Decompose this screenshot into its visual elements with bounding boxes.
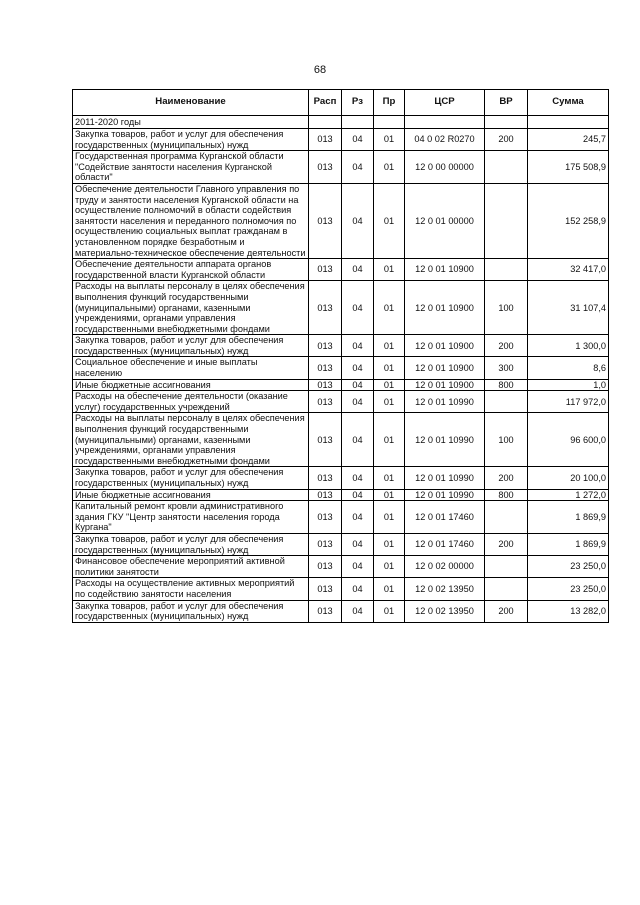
row-rasp-cell: 013 <box>309 501 342 534</box>
row-rasp-cell: 013 <box>309 467 342 489</box>
row-pr-cell: 01 <box>374 335 405 357</box>
row-sum-cell: 8,6 <box>528 357 609 379</box>
table-row <box>73 259 609 281</box>
row-sum-cell: 32 417,0 <box>528 259 609 281</box>
row-vr-cell: 200 <box>485 600 528 622</box>
row-rasp-cell: 013 <box>309 281 342 335</box>
row-csr-cell: 12 0 02 13950 <box>405 578 485 600</box>
table-row <box>73 151 609 184</box>
header-csr: ЦСР <box>405 90 485 116</box>
row-rasp-cell: 013 <box>309 335 342 357</box>
page-number: 68 <box>313 64 327 76</box>
row-pr-cell: 01 <box>374 600 405 622</box>
section-row <box>73 116 609 129</box>
row-name-cell: Расходы на обеспечение деятельности (оказание услуг) государственных учреждений <box>73 391 309 413</box>
row-vr-cell <box>485 556 528 578</box>
row-rz-cell: 04 <box>342 533 374 555</box>
row-rasp-cell: 013 <box>309 151 342 184</box>
row-rasp-cell: 013 <box>309 357 342 379</box>
row-csr-cell: 12 0 01 10900 <box>405 281 485 335</box>
row-name-cell: Капитальный ремонт кровли административного здания ГКУ "Центр занятости населения города Кургана" <box>73 501 309 534</box>
row-rasp-cell: 013 <box>309 489 342 501</box>
section-empty-cell <box>485 116 528 129</box>
row-rz-cell: 04 <box>342 379 374 391</box>
table-row <box>73 413 609 467</box>
header-rz: Рз <box>342 90 374 116</box>
row-name-cell: Закупка товаров, работ и услуг для обеспечения государственных (муниципальных) нужд <box>73 335 309 357</box>
row-sum-cell: 1 869,9 <box>528 501 609 534</box>
row-pr-cell: 01 <box>374 413 405 467</box>
row-vr-cell: 100 <box>485 413 528 467</box>
row-pr-cell: 01 <box>374 281 405 335</box>
table-row <box>73 391 609 413</box>
table-row <box>73 489 609 501</box>
header-vr: ВР <box>485 90 528 116</box>
row-name-cell: Обеспечение деятельности Главного управления по труду и занятости населения Курганской области на осуществление полномочий в области содействия занятости населения и переданного полномочия по осуществлению социальных выплат гражданам в установленном порядке безработным и материально-техническое обеспечение деятельности <box>73 183 309 258</box>
row-sum-cell: 23 250,0 <box>528 578 609 600</box>
row-name-cell: Государственная программа Курганской области "Содействие занятости населения Курганской области" <box>73 151 309 184</box>
row-rz-cell: 04 <box>342 489 374 501</box>
header-name: Наименование <box>73 90 309 116</box>
row-rz-cell: 04 <box>342 600 374 622</box>
row-pr-cell: 01 <box>374 183 405 258</box>
row-csr-cell: 12 0 00 00000 <box>405 151 485 184</box>
row-name-cell: Финансовое обеспечение мероприятий активной политики занятости <box>73 556 309 578</box>
section-empty-cell <box>405 116 485 129</box>
row-csr-cell: 12 0 01 00000 <box>405 183 485 258</box>
row-pr-cell: 01 <box>374 556 405 578</box>
row-name-cell: Иные бюджетные ассигнования <box>73 489 309 501</box>
row-vr-cell <box>485 151 528 184</box>
row-pr-cell: 01 <box>374 129 405 151</box>
row-name-cell: Закупка товаров, работ и услуг для обеспечения государственных (муниципальных) нужд <box>73 129 309 151</box>
row-vr-cell: 800 <box>485 489 528 501</box>
row-sum-cell: 23 250,0 <box>528 556 609 578</box>
row-vr-cell <box>485 183 528 258</box>
row-sum-cell: 245,7 <box>528 129 609 151</box>
row-csr-cell: 12 0 01 17460 <box>405 501 485 534</box>
row-rz-cell: 04 <box>342 578 374 600</box>
row-rasp-cell: 013 <box>309 556 342 578</box>
section-empty-cell <box>342 116 374 129</box>
row-sum-cell: 13 282,0 <box>528 600 609 622</box>
row-csr-cell: 12 0 01 10990 <box>405 413 485 467</box>
table-row <box>73 281 609 335</box>
row-sum-cell: 117 972,0 <box>528 391 609 413</box>
row-rz-cell: 04 <box>342 413 374 467</box>
row-rz-cell: 04 <box>342 391 374 413</box>
row-pr-cell: 01 <box>374 467 405 489</box>
row-pr-cell: 01 <box>374 501 405 534</box>
row-csr-cell: 12 0 01 10900 <box>405 357 485 379</box>
header-sum: Сумма <box>528 90 609 116</box>
row-csr-cell: 12 0 01 17460 <box>405 533 485 555</box>
table-row <box>73 578 609 600</box>
row-rz-cell: 04 <box>342 467 374 489</box>
row-csr-cell: 12 0 01 10990 <box>405 391 485 413</box>
row-name-cell: Закупка товаров, работ и услуг для обеспечения государственных (муниципальных) нужд <box>73 467 309 489</box>
row-sum-cell: 152 258,9 <box>528 183 609 258</box>
row-pr-cell: 01 <box>374 151 405 184</box>
table-row <box>73 556 609 578</box>
row-csr-cell: 12 0 02 13950 <box>405 600 485 622</box>
row-name-cell: Иные бюджетные ассигнования <box>73 379 309 391</box>
row-rz-cell: 04 <box>342 357 374 379</box>
row-rz-cell: 04 <box>342 259 374 281</box>
row-pr-cell: 01 <box>374 489 405 501</box>
row-vr-cell: 200 <box>485 335 528 357</box>
row-sum-cell: 1 869,9 <box>528 533 609 555</box>
row-sum-cell: 1,0 <box>528 379 609 391</box>
section-empty-cell <box>309 116 342 129</box>
row-sum-cell: 1 300,0 <box>528 335 609 357</box>
row-vr-cell: 800 <box>485 379 528 391</box>
row-csr-cell: 12 0 01 10900 <box>405 259 485 281</box>
row-csr-cell: 12 0 02 00000 <box>405 556 485 578</box>
row-csr-cell: 12 0 01 10900 <box>405 379 485 391</box>
table-row <box>73 600 609 622</box>
row-pr-cell: 01 <box>374 259 405 281</box>
row-sum-cell: 175 508,9 <box>528 151 609 184</box>
table-row <box>73 129 609 151</box>
row-rz-cell: 04 <box>342 335 374 357</box>
row-sum-cell: 31 107,4 <box>528 281 609 335</box>
row-vr-cell: 200 <box>485 533 528 555</box>
table-row <box>73 467 609 489</box>
row-csr-cell: 12 0 01 10900 <box>405 335 485 357</box>
row-csr-cell: 04 0 02 R0270 <box>405 129 485 151</box>
row-sum-cell: 20 100,0 <box>528 467 609 489</box>
row-pr-cell: 01 <box>374 379 405 391</box>
row-sum-cell: 1 272,0 <box>528 489 609 501</box>
row-name-cell: Закупка товаров, работ и услуг для обеспечения государственных (муниципальных) нужд <box>73 533 309 555</box>
row-vr-cell <box>485 259 528 281</box>
row-pr-cell: 01 <box>374 533 405 555</box>
table-row <box>73 501 609 534</box>
budget-table <box>72 89 609 623</box>
table-row <box>73 335 609 357</box>
table-row <box>73 357 609 379</box>
row-rz-cell: 04 <box>342 501 374 534</box>
section-label: 2011-2020 годы <box>73 116 309 129</box>
row-rz-cell: 04 <box>342 129 374 151</box>
row-pr-cell: 01 <box>374 578 405 600</box>
row-pr-cell: 01 <box>374 357 405 379</box>
row-rz-cell: 04 <box>342 556 374 578</box>
row-rasp-cell: 013 <box>309 183 342 258</box>
row-vr-cell <box>485 501 528 534</box>
row-rasp-cell: 013 <box>309 578 342 600</box>
row-name-cell: Обеспечение деятельности аппарата органов государственной власти Курганской области <box>73 259 309 281</box>
row-vr-cell: 100 <box>485 281 528 335</box>
row-sum-cell: 96 600,0 <box>528 413 609 467</box>
row-name-cell: Социальное обеспечение и иные выплаты населению <box>73 357 309 379</box>
row-rasp-cell: 013 <box>309 129 342 151</box>
section-empty-cell <box>374 116 405 129</box>
row-rz-cell: 04 <box>342 281 374 335</box>
table-row <box>73 379 609 391</box>
row-name-cell: Закупка товаров, работ и услуг для обеспечения государственных (муниципальных) нужд <box>73 600 309 622</box>
row-rz-cell: 04 <box>342 151 374 184</box>
row-vr-cell <box>485 391 528 413</box>
row-name-cell: Расходы на выплаты персоналу в целях обеспечения выполнения функций государственными (муниципальными) органами, казенными учреждениями, органами управления государственными внебюджетными фондами <box>73 281 309 335</box>
header-rasp: Расп <box>309 90 342 116</box>
table-row <box>73 533 609 555</box>
row-name-cell: Расходы на осуществление активных мероприятий по содействию занятости населения <box>73 578 309 600</box>
row-vr-cell: 200 <box>485 467 528 489</box>
row-csr-cell: 12 0 01 10990 <box>405 489 485 501</box>
row-vr-cell: 300 <box>485 357 528 379</box>
header-pr: Пр <box>374 90 405 116</box>
table-row <box>73 183 609 258</box>
row-csr-cell: 12 0 01 10990 <box>405 467 485 489</box>
section-empty-cell <box>528 116 609 129</box>
row-rasp-cell: 013 <box>309 391 342 413</box>
row-rasp-cell: 013 <box>309 379 342 391</box>
row-rasp-cell: 013 <box>309 533 342 555</box>
row-vr-cell: 200 <box>485 129 528 151</box>
table-header-row <box>73 90 609 116</box>
row-vr-cell <box>485 578 528 600</box>
row-rasp-cell: 013 <box>309 413 342 467</box>
row-pr-cell: 01 <box>374 391 405 413</box>
row-name-cell: Расходы на выплаты персоналу в целях обеспечения выполнения функций государственными (муниципальными) органами, казенными учреждениями, органами управления государственными внебюджетными фондами <box>73 413 309 467</box>
row-rz-cell: 04 <box>342 183 374 258</box>
row-rasp-cell: 013 <box>309 600 342 622</box>
row-rasp-cell: 013 <box>309 259 342 281</box>
